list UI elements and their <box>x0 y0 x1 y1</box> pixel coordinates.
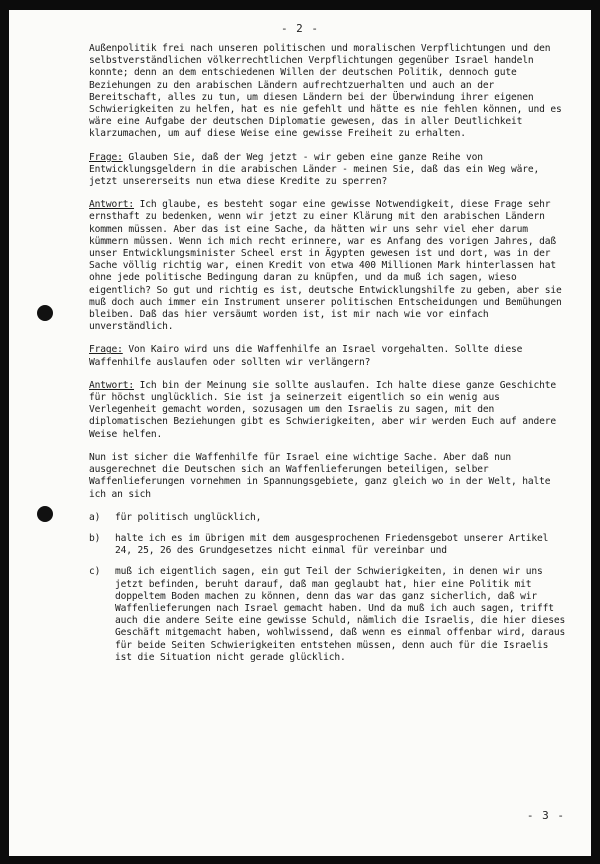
page-number-bottom: - 3 - <box>526 809 565 822</box>
list-item <box>89 512 567 524</box>
list-item <box>89 533 567 557</box>
punch-hole <box>37 506 53 522</box>
document-body <box>89 43 567 673</box>
paragraph-intro: Außenpolitik frei nach unseren politischen und moralischen Verpflichtungen und den selbstverständlichen völkerrechtlichen Verpflichtungen gegenüber Israel handeln konnte; denn an dem entschiedenen Willen der deutschen Politik, dennoch gute Beziehungen zu den arabischen Ländern aufrechtzuerhalten und auch an der Bereitschaft, alles zu tun, um diesen Ländern bei der Überwindung ihrer eigenen Schwierigkeiten zu helfen, hat es nie gefehlt und hätte es nie fehlen können, und es wäre eine Aufgabe der deutschen Diplomatie gewesen, das in aller Deutlichkeit klarzumachen, um auf diese Weise eine gewisse Freiheit zu erhalten. <box>89 43 562 140</box>
page-number-top: - 2 - <box>280 22 320 35</box>
list-marker: b) <box>89 532 101 544</box>
punch-hole <box>37 305 53 321</box>
answer-1 <box>89 199 567 333</box>
list-marker: a) <box>89 511 101 523</box>
list-item-text: halte ich es im übrigen mit dem ausgesprochenen Friedensgebot unserer Artikel 24, 25, 26 des Grundgesetzes nicht einmal für vereinbar und <box>115 532 549 557</box>
list-item <box>89 566 567 664</box>
answer-2 <box>89 380 567 441</box>
answer-label: Antwort: <box>89 199 135 211</box>
answer-text: Ich glaube, es besteht sogar eine gewisse Notwendigkeit, diese Frage sehr ernsthaft zu bedenken, wenn wir jetzt zu einer Klärung mit den arabischen Ländern kommen müssen. Aber das ist eine Sache, da hätten wir uns sehr viel eher darum kümmern müssen. Wenn ich mich recht erinnere, war es Anfang des vorigen Jahres, daß unser Entwicklungsminister Scheel erst in Ägypten gewesen ist und dort, was in der Sache völlig richtig war, einen Kredit von etwa 400 Millionen Mark hinterlassen hat ohne jede politische Bedingung daran zu knüpfen, und da muß ich sagen, wieso eigentlich? So gut und richtig es ist, deutsche Entwicklungshilfe zu geben, aber sie muß doch auch immer ein Instrument unserer politischen Entscheidungen und Bemühungen bleiben. Daß das hier versäumt worden ist, ist mir nach wie vor einfach unverständlich. <box>89 199 562 333</box>
list-item-text: muß ich eigentlich sagen, ein gut Teil der Schwierigkeiten, in denen wir uns jetzt befinden, beruht darauf, daß man geglaubt hat, hier eine Politik mit doppeltem Boden machen zu können, denn das war das ganz sicherlich, daß wir Waffenlieferungen nach Israel gemacht haben. Und da muß ich auch sagen, trifft auch die andere Seite eine gewisse Schuld, nämlich die Israelis, die hier dieses Geschäft mitgemacht haben, wohlwissend, daß wenn es einmal offenbar wird, daraus für beide Seiten Schwierigkeiten entstehen müssen, denn auch für die Israelis ist die Situation nicht gerade glücklich. <box>115 566 566 663</box>
document-page <box>9 10 591 856</box>
question-text: Glauben Sie, daß der Weg jetzt - wir geben eine ganze Reihe von Entwicklungsgeldern in die arabischen Länder - meinen Sie, daß das ein Weg wäre, jetzt unsererseits nun etwa diese Kredite zu sperren? <box>89 151 540 188</box>
list-marker: c) <box>89 566 101 578</box>
answer-label: Antwort: <box>89 379 135 391</box>
reasons-list <box>89 512 567 664</box>
question-label: Frage: <box>89 151 123 163</box>
question-1 <box>89 152 567 189</box>
question-label: Frage: <box>89 344 123 356</box>
answer-text: Ich bin der Meinung sie sollte auslaufen. Ich halte diese ganze Geschichte für höchst unglücklich. Sie ist ja seinerzeit eigentlich so ein wenig aus Verlegenheit gemacht worden, sozusagen um den Israelis zu sagen, mit den diplomatischen Beziehungen gibt es Schwierigkeiten, aber wir werden Euch auf andere Weise helfen. <box>89 379 556 440</box>
paragraph-weapons: Nun ist sicher die Waffenhilfe für Israel eine wichtige Sache. Aber daß nun ausgerechnet die Deutschen sich an Waffenlieferungen beteiligen, selber Waffenlieferungen vornehmen in Spannungsgebiete, ganz gleich wo in der Welt, halte ich an sich <box>89 451 551 500</box>
question-text: Von Kairo wird uns die Waffenhilfe an Israel vorgehalten. Sollte diese Waffenhilfe auslaufen oder sollten wir verlängern? <box>89 344 523 368</box>
question-2 <box>89 344 567 368</box>
list-item-text: für politisch unglücklich, <box>115 511 262 523</box>
